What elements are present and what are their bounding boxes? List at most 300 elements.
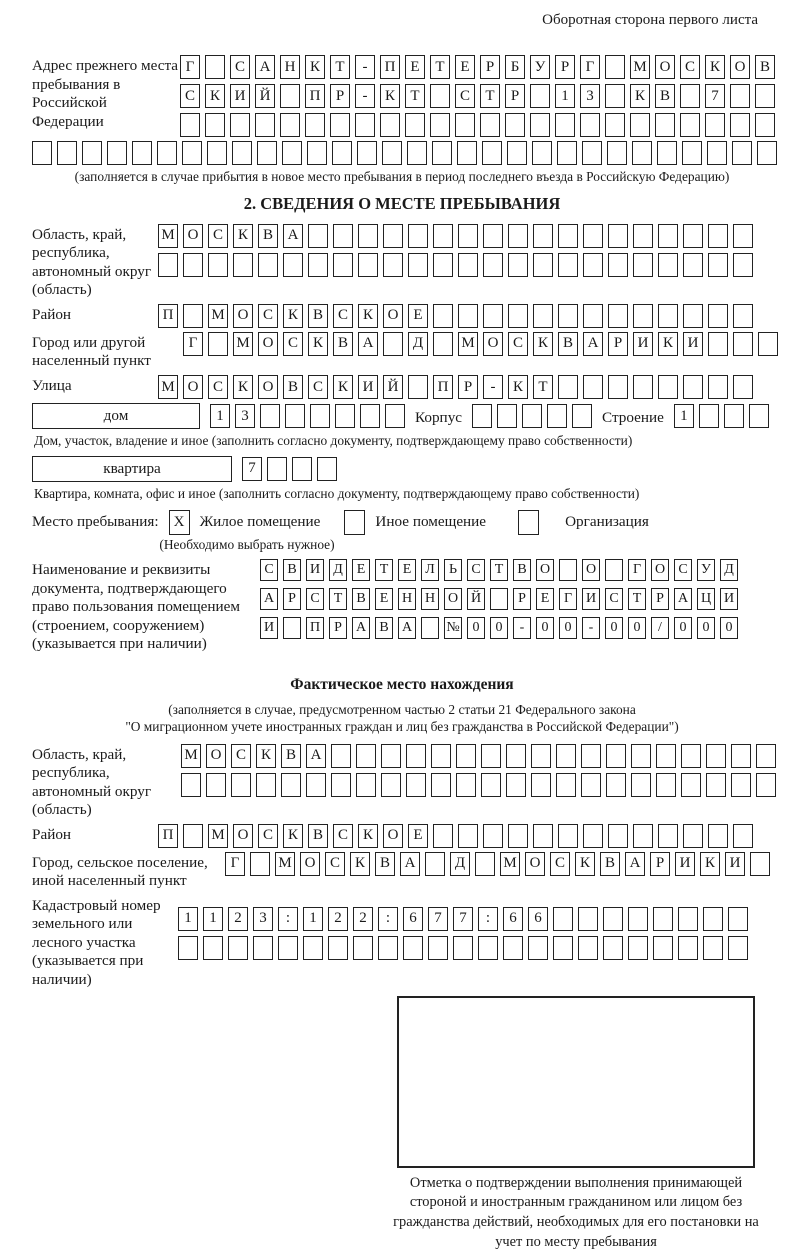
char-cell[interactable]: В <box>352 588 370 610</box>
char-cell[interactable]: М <box>233 332 253 356</box>
char-cell[interactable] <box>581 773 601 797</box>
char-cell[interactable]: 1 <box>203 907 223 931</box>
char-cell[interactable] <box>432 141 452 165</box>
char-cell[interactable] <box>253 936 273 960</box>
char-cell[interactable]: К <box>308 332 328 356</box>
char-cell[interactable] <box>706 744 726 768</box>
char-cell[interactable] <box>558 304 578 328</box>
char-cell[interactable]: И <box>306 559 324 581</box>
char-cell[interactable]: И <box>633 332 653 356</box>
char-cell[interactable] <box>180 113 200 137</box>
char-cell[interactable]: С <box>260 559 278 581</box>
char-cell[interactable]: К <box>233 375 253 399</box>
char-cell[interactable]: О <box>525 852 545 876</box>
char-cell[interactable] <box>583 253 603 277</box>
char-cell[interactable]: В <box>308 824 328 848</box>
char-cell[interactable] <box>508 253 528 277</box>
char-cell[interactable] <box>406 744 426 768</box>
char-cell[interactable] <box>256 773 276 797</box>
char-cell[interactable]: М <box>208 824 228 848</box>
char-cell[interactable] <box>282 141 302 165</box>
char-cell[interactable]: 1 <box>178 907 198 931</box>
char-cell[interactable]: С <box>208 375 228 399</box>
char-cell[interactable]: 0 <box>720 617 738 639</box>
char-cell[interactable]: Е <box>352 559 370 581</box>
char-cell[interactable] <box>285 404 305 428</box>
char-cell[interactable] <box>57 141 77 165</box>
char-cell[interactable]: А <box>255 55 275 79</box>
char-cell[interactable]: В <box>333 332 353 356</box>
char-cell[interactable] <box>483 253 503 277</box>
char-cell[interactable] <box>132 141 152 165</box>
char-cell[interactable] <box>506 744 526 768</box>
char-cell[interactable]: - <box>513 617 531 639</box>
char-cell[interactable]: Т <box>430 55 450 79</box>
char-cell[interactable] <box>408 253 428 277</box>
char-cell[interactable] <box>328 936 348 960</box>
char-cell[interactable] <box>490 588 508 610</box>
char-cell[interactable]: Д <box>450 852 470 876</box>
char-cell[interactable]: С <box>333 304 353 328</box>
char-cell[interactable] <box>317 457 337 481</box>
char-cell[interactable]: Ь <box>444 559 462 581</box>
char-cell[interactable]: 0 <box>628 617 646 639</box>
char-cell[interactable] <box>305 113 325 137</box>
char-cell[interactable]: Р <box>555 55 575 79</box>
char-cell[interactable] <box>353 936 373 960</box>
char-cell[interactable] <box>732 141 752 165</box>
char-cell[interactable]: А <box>400 852 420 876</box>
char-cell[interactable] <box>425 852 445 876</box>
char-cell[interactable] <box>232 141 252 165</box>
char-cell[interactable] <box>755 113 775 137</box>
char-cell[interactable]: Р <box>458 375 478 399</box>
char-cell[interactable]: В <box>655 84 675 108</box>
char-cell[interactable]: А <box>583 332 603 356</box>
char-cell[interactable]: П <box>158 304 178 328</box>
char-cell[interactable]: : <box>478 907 498 931</box>
char-cell[interactable] <box>280 113 300 137</box>
char-cell[interactable] <box>433 224 453 248</box>
char-cell[interactable] <box>658 224 678 248</box>
char-cell[interactable]: Т <box>330 55 350 79</box>
char-cell[interactable] <box>628 907 648 931</box>
char-cell[interactable]: Й <box>255 84 275 108</box>
char-cell[interactable] <box>533 824 553 848</box>
char-cell[interactable]: Г <box>180 55 200 79</box>
char-cell[interactable]: 1 <box>555 84 575 108</box>
char-cell[interactable] <box>385 404 405 428</box>
char-cell[interactable] <box>608 253 628 277</box>
char-cell[interactable] <box>530 113 550 137</box>
char-cell[interactable]: Й <box>467 588 485 610</box>
char-cell[interactable]: К <box>658 332 678 356</box>
char-cell[interactable]: Е <box>408 824 428 848</box>
char-cell[interactable] <box>608 224 628 248</box>
char-cell[interactable] <box>731 773 751 797</box>
char-cell[interactable]: 6 <box>528 907 548 931</box>
char-cell[interactable] <box>680 113 700 137</box>
char-cell[interactable]: № <box>444 617 462 639</box>
char-cell[interactable] <box>383 253 403 277</box>
char-cell[interactable] <box>708 375 728 399</box>
char-cell[interactable] <box>730 84 750 108</box>
char-cell[interactable] <box>433 824 453 848</box>
char-cell[interactable]: Л <box>421 559 439 581</box>
char-cell[interactable] <box>750 852 770 876</box>
char-cell[interactable] <box>408 224 428 248</box>
char-cell[interactable]: Н <box>280 55 300 79</box>
char-cell[interactable] <box>605 113 625 137</box>
char-cell[interactable] <box>678 907 698 931</box>
char-cell[interactable]: Е <box>398 559 416 581</box>
char-cell[interactable]: 0 <box>674 617 692 639</box>
char-cell[interactable] <box>533 253 553 277</box>
char-cell[interactable]: Р <box>513 588 531 610</box>
char-cell[interactable]: О <box>383 304 403 328</box>
char-cell[interactable] <box>181 773 201 797</box>
char-cell[interactable] <box>182 141 202 165</box>
char-cell[interactable]: 6 <box>503 907 523 931</box>
char-cell[interactable] <box>308 224 328 248</box>
char-cell[interactable] <box>658 253 678 277</box>
char-cell[interactable] <box>208 332 228 356</box>
char-cell[interactable]: 0 <box>536 617 554 639</box>
char-cell[interactable]: С <box>325 852 345 876</box>
char-cell[interactable] <box>758 332 778 356</box>
char-cell[interactable] <box>699 404 719 428</box>
char-cell[interactable] <box>749 404 769 428</box>
char-cell[interactable] <box>733 332 753 356</box>
char-cell[interactable] <box>307 141 327 165</box>
char-cell[interactable] <box>433 332 453 356</box>
char-cell[interactable] <box>381 773 401 797</box>
char-cell[interactable] <box>308 253 328 277</box>
char-cell[interactable]: У <box>530 55 550 79</box>
char-cell[interactable]: И <box>582 588 600 610</box>
char-cell[interactable] <box>606 773 626 797</box>
char-cell[interactable] <box>383 224 403 248</box>
char-cell[interactable] <box>606 744 626 768</box>
char-cell[interactable]: : <box>278 907 298 931</box>
char-cell[interactable] <box>330 113 350 137</box>
char-cell[interactable] <box>680 84 700 108</box>
char-cell[interactable] <box>628 936 648 960</box>
char-cell[interactable] <box>708 824 728 848</box>
char-cell[interactable] <box>653 936 673 960</box>
char-cell[interactable] <box>708 304 728 328</box>
char-cell[interactable] <box>158 253 178 277</box>
char-cell[interactable] <box>608 304 628 328</box>
char-cell[interactable] <box>653 907 673 931</box>
char-cell[interactable]: В <box>513 559 531 581</box>
char-cell[interactable] <box>107 141 127 165</box>
char-cell[interactable] <box>303 936 323 960</box>
char-cell[interactable]: О <box>233 304 253 328</box>
char-cell[interactable] <box>508 224 528 248</box>
char-cell[interactable]: К <box>256 744 276 768</box>
char-cell[interactable] <box>558 224 578 248</box>
char-cell[interactable]: А <box>283 224 303 248</box>
char-cell[interactable] <box>333 224 353 248</box>
char-cell[interactable] <box>457 141 477 165</box>
char-cell[interactable] <box>705 113 725 137</box>
char-cell[interactable] <box>533 304 553 328</box>
char-cell[interactable]: Г <box>559 588 577 610</box>
char-cell[interactable]: К <box>333 375 353 399</box>
char-cell[interactable] <box>605 559 623 581</box>
char-cell[interactable]: - <box>582 617 600 639</box>
char-cell[interactable]: О <box>206 744 226 768</box>
char-cell[interactable] <box>360 404 380 428</box>
char-cell[interactable] <box>633 824 653 848</box>
char-cell[interactable]: В <box>258 224 278 248</box>
char-cell[interactable] <box>681 744 701 768</box>
char-cell[interactable]: К <box>283 824 303 848</box>
char-cell[interactable] <box>408 375 428 399</box>
char-cell[interactable] <box>458 824 478 848</box>
char-cell[interactable] <box>532 141 552 165</box>
char-cell[interactable] <box>405 113 425 137</box>
char-cell[interactable] <box>428 936 448 960</box>
char-cell[interactable] <box>483 224 503 248</box>
char-cell[interactable] <box>733 375 753 399</box>
char-cell[interactable] <box>383 332 403 356</box>
char-cell[interactable]: А <box>625 852 645 876</box>
char-cell[interactable]: М <box>158 375 178 399</box>
char-cell[interactable] <box>657 141 677 165</box>
char-cell[interactable] <box>533 224 553 248</box>
char-cell[interactable]: 1 <box>303 907 323 931</box>
char-cell[interactable] <box>655 113 675 137</box>
char-cell[interactable]: О <box>444 588 462 610</box>
char-cell[interactable] <box>358 253 378 277</box>
char-cell[interactable] <box>583 304 603 328</box>
char-cell[interactable] <box>708 332 728 356</box>
char-cell[interactable]: Е <box>405 55 425 79</box>
char-cell[interactable] <box>283 253 303 277</box>
char-cell[interactable] <box>582 141 602 165</box>
char-cell[interactable] <box>382 141 402 165</box>
char-cell[interactable] <box>756 744 776 768</box>
char-cell[interactable] <box>607 141 627 165</box>
char-cell[interactable] <box>603 936 623 960</box>
char-cell[interactable] <box>483 304 503 328</box>
char-cell[interactable]: Е <box>375 588 393 610</box>
char-cell[interactable]: С <box>306 588 324 610</box>
char-cell[interactable]: О <box>258 332 278 356</box>
char-cell[interactable]: И <box>683 332 703 356</box>
char-cell[interactable] <box>678 936 698 960</box>
char-cell[interactable]: В <box>281 744 301 768</box>
char-cell[interactable]: В <box>600 852 620 876</box>
char-cell[interactable] <box>433 253 453 277</box>
char-cell[interactable]: 7 <box>242 457 262 481</box>
char-cell[interactable]: О <box>730 55 750 79</box>
char-cell[interactable]: К <box>700 852 720 876</box>
char-cell[interactable] <box>183 253 203 277</box>
char-cell[interactable] <box>356 773 376 797</box>
char-cell[interactable] <box>205 55 225 79</box>
char-cell[interactable] <box>203 936 223 960</box>
char-cell[interactable] <box>206 773 226 797</box>
char-cell[interactable]: С <box>308 375 328 399</box>
char-cell[interactable] <box>708 253 728 277</box>
char-cell[interactable] <box>283 617 301 639</box>
char-cell[interactable]: М <box>181 744 201 768</box>
char-cell[interactable]: Е <box>455 55 475 79</box>
char-cell[interactable] <box>631 773 651 797</box>
char-cell[interactable] <box>556 744 576 768</box>
char-cell[interactable]: С <box>208 224 228 248</box>
char-cell[interactable]: С <box>231 744 251 768</box>
char-cell[interactable] <box>332 141 352 165</box>
char-cell[interactable] <box>658 824 678 848</box>
char-cell[interactable] <box>605 84 625 108</box>
char-cell[interactable]: А <box>358 332 378 356</box>
char-cell[interactable] <box>632 141 652 165</box>
char-cell[interactable] <box>631 744 651 768</box>
char-cell[interactable] <box>703 936 723 960</box>
char-cell[interactable]: Р <box>651 588 669 610</box>
char-cell[interactable]: П <box>380 55 400 79</box>
char-cell[interactable] <box>260 404 280 428</box>
char-cell[interactable] <box>333 253 353 277</box>
char-cell[interactable] <box>547 404 567 428</box>
char-cell[interactable] <box>658 375 678 399</box>
char-cell[interactable] <box>281 773 301 797</box>
char-cell[interactable] <box>583 224 603 248</box>
char-cell[interactable]: О <box>183 375 203 399</box>
char-cell[interactable]: 0 <box>697 617 715 639</box>
char-cell[interactable] <box>559 559 577 581</box>
char-cell[interactable]: О <box>383 824 403 848</box>
char-cell[interactable]: Н <box>398 588 416 610</box>
char-cell[interactable] <box>553 936 573 960</box>
char-cell[interactable]: И <box>358 375 378 399</box>
char-cell[interactable]: К <box>533 332 553 356</box>
char-cell[interactable] <box>431 744 451 768</box>
char-cell[interactable]: - <box>355 84 375 108</box>
char-cell[interactable] <box>703 907 723 931</box>
char-cell[interactable]: О <box>536 559 554 581</box>
char-cell[interactable] <box>207 141 227 165</box>
char-cell[interactable] <box>683 224 703 248</box>
char-cell[interactable]: К <box>305 55 325 79</box>
char-cell[interactable]: - <box>483 375 503 399</box>
char-cell[interactable]: В <box>283 559 301 581</box>
char-cell[interactable] <box>231 773 251 797</box>
char-cell[interactable] <box>455 113 475 137</box>
char-cell[interactable] <box>82 141 102 165</box>
char-cell[interactable]: О <box>233 824 253 848</box>
char-cell[interactable] <box>357 141 377 165</box>
char-cell[interactable]: Г <box>225 852 245 876</box>
char-cell[interactable]: А <box>398 617 416 639</box>
char-cell[interactable] <box>707 141 727 165</box>
char-cell[interactable]: 2 <box>353 907 373 931</box>
char-cell[interactable]: С <box>258 824 278 848</box>
char-cell[interactable] <box>728 936 748 960</box>
char-cell[interactable]: А <box>674 588 692 610</box>
char-cell[interactable] <box>572 404 592 428</box>
char-cell[interactable] <box>522 404 542 428</box>
char-cell[interactable]: / <box>651 617 669 639</box>
char-cell[interactable] <box>505 113 525 137</box>
char-cell[interactable] <box>480 113 500 137</box>
char-cell[interactable] <box>506 773 526 797</box>
char-cell[interactable]: Т <box>628 588 646 610</box>
char-cell[interactable]: 7 <box>705 84 725 108</box>
char-cell[interactable]: Т <box>375 559 393 581</box>
stay-type-checkbox-residential[interactable]: X <box>169 510 190 535</box>
char-cell[interactable] <box>32 141 52 165</box>
char-cell[interactable]: К <box>575 852 595 876</box>
char-cell[interactable] <box>531 744 551 768</box>
char-cell[interactable] <box>508 304 528 328</box>
char-cell[interactable] <box>608 824 628 848</box>
char-cell[interactable] <box>633 304 653 328</box>
char-cell[interactable] <box>456 773 476 797</box>
char-cell[interactable] <box>378 936 398 960</box>
char-cell[interactable] <box>355 113 375 137</box>
char-cell[interactable] <box>458 224 478 248</box>
char-cell[interactable] <box>406 773 426 797</box>
char-cell[interactable] <box>583 375 603 399</box>
char-cell[interactable] <box>531 773 551 797</box>
char-cell[interactable]: 2 <box>328 907 348 931</box>
char-cell[interactable]: М <box>208 304 228 328</box>
char-cell[interactable] <box>267 457 287 481</box>
char-cell[interactable] <box>257 141 277 165</box>
char-cell[interactable] <box>724 404 744 428</box>
char-cell[interactable] <box>497 404 517 428</box>
char-cell[interactable]: М <box>275 852 295 876</box>
char-cell[interactable]: 2 <box>228 907 248 931</box>
char-cell[interactable]: 0 <box>605 617 623 639</box>
char-cell[interactable]: О <box>483 332 503 356</box>
stay-type-checkbox-organization[interactable] <box>518 510 539 535</box>
char-cell[interactable] <box>403 936 423 960</box>
char-cell[interactable]: К <box>350 852 370 876</box>
char-cell[interactable] <box>183 824 203 848</box>
char-cell[interactable]: С <box>180 84 200 108</box>
char-cell[interactable]: И <box>675 852 695 876</box>
char-cell[interactable]: Р <box>608 332 628 356</box>
char-cell[interactable]: С <box>508 332 528 356</box>
char-cell[interactable] <box>581 744 601 768</box>
char-cell[interactable]: Р <box>283 588 301 610</box>
char-cell[interactable] <box>331 773 351 797</box>
char-cell[interactable] <box>478 936 498 960</box>
char-cell[interactable]: В <box>308 304 328 328</box>
char-cell[interactable]: - <box>355 55 375 79</box>
char-cell[interactable] <box>433 304 453 328</box>
char-cell[interactable] <box>683 375 703 399</box>
char-cell[interactable]: П <box>158 824 178 848</box>
char-cell[interactable]: Н <box>421 588 439 610</box>
char-cell[interactable] <box>730 113 750 137</box>
char-cell[interactable]: Е <box>536 588 554 610</box>
char-cell[interactable] <box>335 404 355 428</box>
char-cell[interactable]: В <box>283 375 303 399</box>
char-cell[interactable] <box>381 744 401 768</box>
char-cell[interactable]: И <box>230 84 250 108</box>
char-cell[interactable] <box>407 141 427 165</box>
char-cell[interactable] <box>456 744 476 768</box>
char-cell[interactable] <box>472 404 492 428</box>
char-cell[interactable]: К <box>233 224 253 248</box>
